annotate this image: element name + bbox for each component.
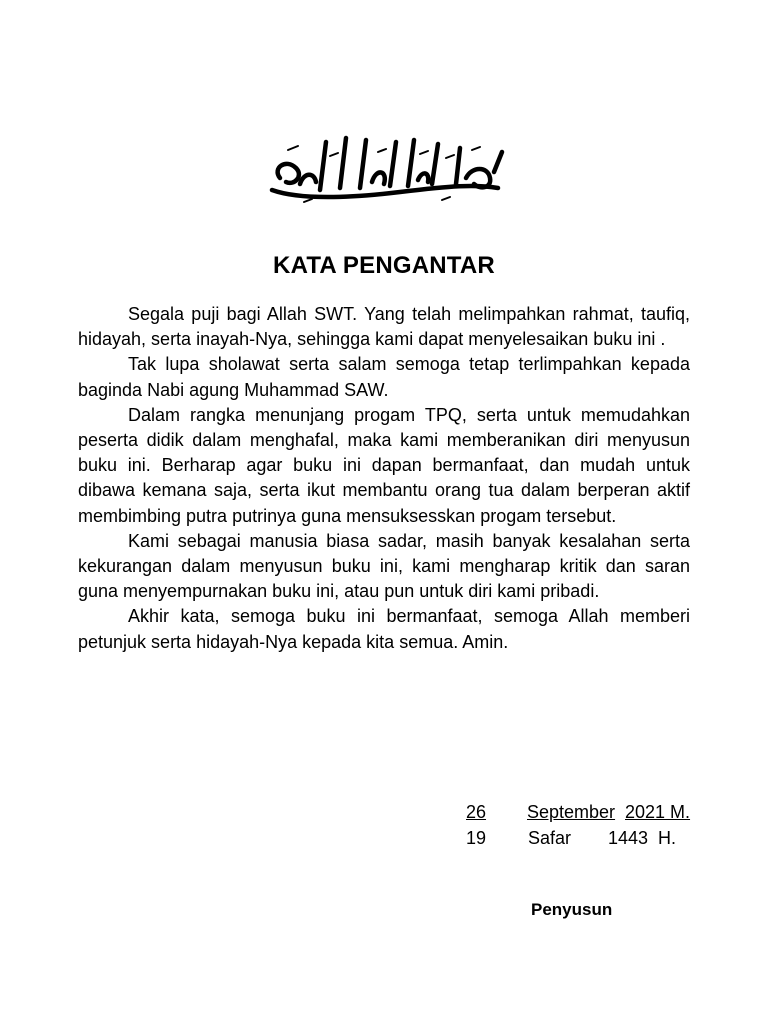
hijri-day: 19 bbox=[466, 828, 487, 848]
hijri-date bbox=[466, 825, 696, 851]
date-block bbox=[466, 799, 696, 851]
gregorian-month: September bbox=[527, 802, 616, 822]
paragraph: Dalam rangka menunjang progam TPQ, serta untuk memudahkan peserta didik dalam menghafal, maka kami memberanikan diri menyusun buku ini. Berharap agar buku ini dapan bermanfaat, dan mudah untuk dibawa kemana saja, serta ikut membantu orang tua dalam berperan aktif membimbing putra putrinya guna mensuksesskan progam tersebut. bbox=[78, 404, 690, 526]
hijri-month: Safar bbox=[528, 828, 572, 848]
paragraph: Akhir kata, semoga buku ini bermanfaat, semoga Allah memberi petunjuk serta hidayah-Nya kepada kita semua. Amin. bbox=[78, 606, 690, 652]
gregorian-date bbox=[466, 799, 696, 825]
paragraph: Kami sebagai manusia biasa sadar, masih banyak kesalahan serta kekurangan dalam menyusun buku ini, kami mengharap kritik dan saran guna menyempurnakan buku ini, atau pun untuk diri kami pribadi. bbox=[78, 530, 690, 602]
hijri-year: 1443 H. bbox=[608, 828, 677, 848]
preface-body bbox=[78, 302, 690, 655]
author-signature: Penyusun bbox=[531, 900, 613, 919]
page-title: KATA PENGANTAR bbox=[273, 252, 495, 279]
gregorian-day: 26 bbox=[466, 802, 487, 822]
paragraph: Tak lupa sholawat serta salam semoga tetap terlimpahkan kepada baginda Nabi agung Muhammad SAW. bbox=[78, 354, 690, 400]
bismillah-calligraphy bbox=[260, 128, 510, 208]
paragraph: Segala puji bagi Allah SWT. Yang telah melimpahkan rahmat, taufiq, hidayah, serta inayah-Nya, sehingga kami dapat menyelesaikan buku ini . bbox=[78, 304, 690, 350]
gregorian-year: 2021 M. bbox=[625, 802, 691, 822]
